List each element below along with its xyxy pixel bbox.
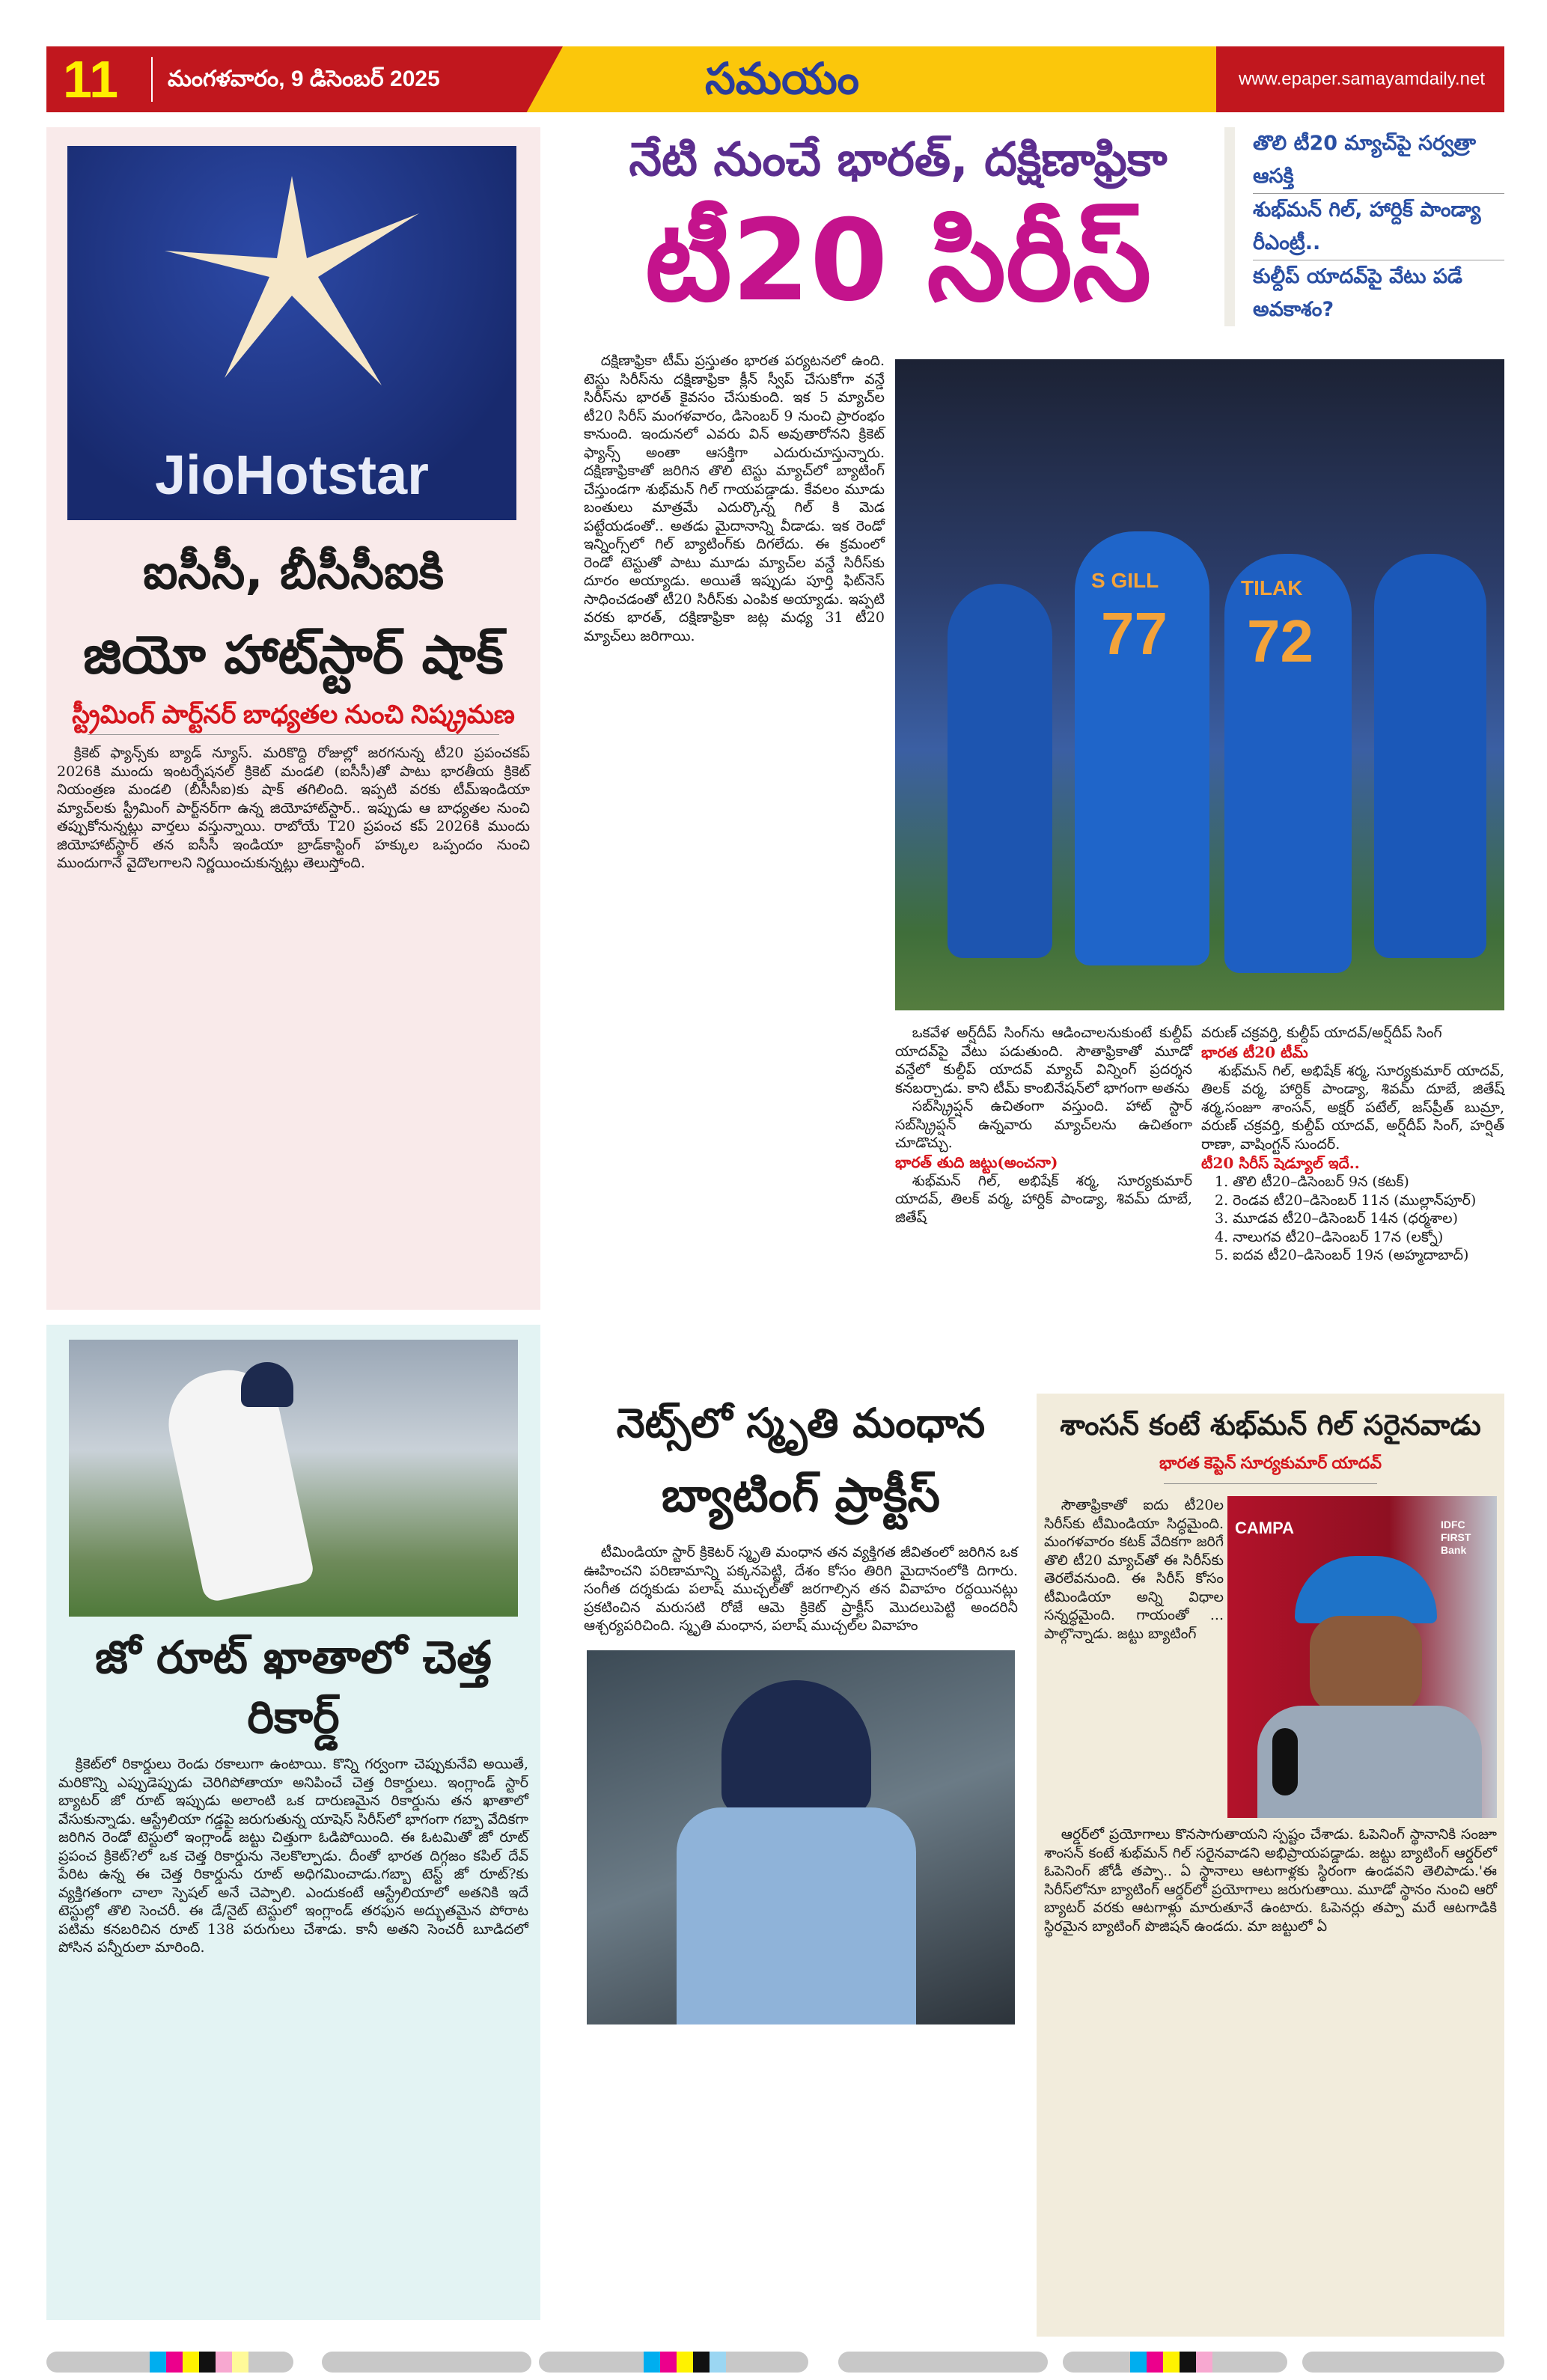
face	[1310, 1616, 1422, 1713]
probable-xi-list: శుభ్‌మన్ గిల్, అభిషేక్ శర్మ, సూర్యకుమార్ యాదవ్, తిలక్ వర్మ, హార్దిక్ పాండ్యా, శివమ్ దూబే, జితేష్	[895, 1172, 1192, 1226]
probable-xi-title: భారత్ తుది జట్టు(అంచనా)	[895, 1153, 1058, 1171]
story-body-narrow	[1044, 1496, 1224, 1643]
paragraph: క్రికెట్‌లో రికార్డులు రెండు రకాలుగా ఉంటాయి. కొన్ని గర్వంగా చెప్పుకునేవి అయితే, మరికొన్ని ఎప్పుడెప్పుడు చెరిగిపోతాయా అనిపించే చెత్త రికార్డులు. ఇంగ్లాండ్ స్టార్ బ్యాటర్ జో రూట్ ఇప్పుడు అలాంటి ఒక దారుణమైన రికార్డును తన ఖాతాలో వేసుకున్నాడు. ఆస్ట్రేలియా గడ్డపై జరుగుతున్న యాషెస్ సిరీస్‌లో భాగంగా గబ్బా వేదికగా జరిగిన రెండో టెస్టులో ఇంగ్లాండ్ జట్టు చిత్తుగా ఓడిపోయింది. ఈ ఓటమితో జో రూట్ ప్రపంచ క్రికెట్?లో ఒక చెత్త రికార్డును నెలకొల్పాడు. దీంతో భారత దిగ్గజం కపిల్ దేవ్ పేరిట ఉన్న ఈ చెత్త రికార్డును రూట్ అధిగమించాడు.గబ్బా టెస్ట్ జో రూట్?కు వ్యక్తిగతంగా చాలా స్పెషల్ అనే చెప్పాలి. ఎందుకంటే ఆస్ట్రేలియాలో అతనికి ఇదే టెస్టుల్లో తొలి సెంచరీ. ఈ డే/నైట్ టెస్టులో ఇంగ్లాండ్ తరఫున అద్భుతమైన పోరాట పటిమ కనబరిచిన రూట్ 138 పరుగులు చేశాడు. కానీ అతని సెంచరీ బూడిదలో పోసిన పన్నీరులా మారింది.	[58, 1756, 528, 1956]
mandhana-story-body	[584, 1543, 1018, 1635]
story-headline-line2: బ్యాటింగ్ ప్రాక్టీస్	[661, 1468, 941, 1522]
jersey-name: TILAK	[1241, 576, 1303, 599]
page-layout	[46, 0, 1504, 2337]
color-swatches	[150, 2352, 248, 2373]
microphone-icon	[1272, 1728, 1298, 1795]
page-number: 11	[63, 50, 118, 109]
paragraph: టీమిండియా స్టార్ క్రికెటర్ స్మృతి మంధాన తన వ్యక్తిగత జీవితంలో జరిగిన ఒక ఊహించని పరిణామాన్ని పక్కనపెట్టి, దేశం కోసం తిరిగి మైదానంలోకి దిగారు. సంగీత దర్శకుడు పలాష్ ముచ్చల్‌తో జరగాల్సిన తన వివాహం రద్దయినట్లు ప్రకటించిన మరుసటి రోజే ఆమె క్రికెట్ ప్రాక్టీస్ మొదలుపెట్టి అందరినీ ఆశ్చర్యపరిచింది. స్మృతి మంధాన, పలాష్ ముచ్చల్‌ల వివాహం	[584, 1544, 1018, 1634]
surya-story	[1037, 1394, 1504, 2337]
registration-bars	[46, 2352, 1504, 2373]
headline-sidebar	[1224, 127, 1504, 326]
story-body	[58, 1755, 528, 1957]
helmet	[721, 1680, 871, 1815]
paragraph: ఒకవేళ అర్ష్‌దీప్ సింగ్‌ను ఆడించాలనుకుంటే కుల్దీప్ యాదవ్‌పై వేటు పడుతుంది. సౌతాఫ్రికాతో మూడో వన్డేలో కుల్దీప్ యాదవ్ మ్యాచ్ విన్నింగ్ ప్రదర్శన కనబర్చాడు. కాని టీమ్ కాంబినేషన్‌లో భాగంగా అతను	[895, 1025, 1192, 1096]
paragraph: దక్షిణాఫ్రికా టీమ్ ప్రస్తుతం భారత పర్యటనలో ఉంది. టెస్టు సిరీస్‌ను దక్షిణాఫ్రికా క్లీన్ స్వీప్ చేసుకోగా వన్డే సిరీస్‌ను భారత్ కైవసం చేసుకుంది. ఇక 5 మ్యాచ్‌ల టీ20 సిరీస్ మంగళవారం, డిసెంబర్ 9 నుంచి ప్రారంభం కానుంది. ఇందునలో ఎవరు విన్ అవుతారోనని క్రికెట్ ఫ్యాన్స్ అంతా ఆసక్తిగా ఎదురుచూస్తున్నారు. దక్షిణాఫ్రికాతో జరిగిన తొలి టెస్టు మ్యాచ్‌లో బ్యాటింగ్ చేస్తుండగా శుభ్‌మన్ గిల్ గాయపడ్డాడు. కేవలం మూడు బంతులు మాత్రమే ఎదుర్కొన్న గిల్ కి మెడ పట్టేయడంతో.. అతడు మైదానాన్ని వీడాడు. ఇక రెండో ఇన్నింగ్స్‌లో గిల్ బ్యాటింగ్‌కు దిగలేదు. ఈ క్రమంలో రెండో టెస్టుతో పాటు మూడు మ్యాచ్‌ల వన్డే సిరీస్‌కు దూరం అయ్యాడు. అయితే ఇప్పుడు పూర్తి ఫిట్‌నెస్ సాధించడంతో టీ20 సిరీస్‌కు ఎంపిక అయ్యాడు. ఇప్పటి వరకు భారత్, దక్షిణాఫ్రికా జట్ల మధ్య 31 టీ20 మ్యాచ్‌లు జరిగాయి.	[584, 353, 885, 644]
star-icon	[157, 168, 427, 393]
jersey-name: S GILL	[1091, 569, 1159, 592]
epaper-url[interactable]: www.epaper.samayamdaily.net	[1238, 69, 1485, 89]
main-headline	[584, 127, 1212, 325]
bottom-row	[584, 1394, 1504, 2337]
main-headline-line2: టీ20 సిరీస్	[644, 196, 1152, 326]
paragraph: క్రికెట్ ఫ్యాన్స్‌కు బ్యాడ్ న్యూస్. మరికొద్ది రోజుల్లో జరగనున్న టీ20 ప్రపంచకప్ 2026కి ముందు ఇంటర్నేషనల్ క్రికెట్ మండలి (ఐసీసీ)తో పాటు భారతీయ క్రికెట్ నియంత్రణ మండలి (బీసీసీఐ)కు షాక్ తగిలింది. ఇప్పటి వరకు టీమ్‌ఇండియా మ్యాచ్‌లకు స్ట్రీమింగ్ పార్ట్‌నర్‌గా ఉన్న జియోహాట్‌స్టార్.. ఇప్పుడు ఆ బాధ్యతల నుంచి తప్పుకోనున్నట్లు వార్తలు వస్తున్నాయి. రాబోయే T20 ప్రపంచ కప్ 2026కి ముందు జియోహాట్‌స్టార్ తన ఐసీసీ ఇండియా బ్రాడ్‌కాస్టింగ్ హక్కుల ఒప్పందం నుంచి ముందుగానే వైదొలగాలని నిర్ణయించుకున్నట్లు తెలుస్తోంది.	[57, 745, 530, 871]
jersey-number: 77	[1101, 600, 1168, 667]
surya-top-row	[1044, 1496, 1497, 1818]
main-story-body	[584, 352, 885, 645]
story-subheadline: స్ట్రీమింగ్ పార్ట్‌నర్ బాధ్యతల నుంచి నిష్క్రమణ	[72, 701, 515, 729]
schedule-item: 5. ఐదవ టీ20–డిసెంబర్ 19న (అహ్మదాబాద్)	[1215, 1247, 1469, 1263]
joe-root-story	[46, 1325, 540, 2320]
jersey-number: 72	[1247, 608, 1313, 674]
player-figure	[1374, 554, 1486, 958]
joe-root-photo	[69, 1340, 518, 1617]
registration-bar	[1302, 2352, 1504, 2373]
main-story-body-col3	[1201, 1024, 1504, 1265]
suryakumar-yadav-photo	[1227, 1496, 1497, 1818]
jiohotstar-logo-image	[67, 146, 516, 520]
registration-bar	[322, 2352, 531, 2373]
left-column	[46, 127, 540, 2320]
registration-bar	[838, 2352, 1048, 2373]
mandhana-story	[584, 1394, 1018, 2024]
color-swatches	[644, 2352, 726, 2373]
schedule-item: 4. నాలుగవ టీ20–డిసెంబర్ 17న (లక్నో)	[1215, 1228, 1444, 1245]
masthead-logo: సమయం	[705, 55, 860, 103]
schedule-item: 3. మూడవ టీ20–డిసెంబర్ 14న (ధర్మశాల)	[1215, 1210, 1459, 1227]
story-body-wide	[1044, 1825, 1497, 1935]
issue-date: మంగళవారం, 9 డిసెంబర్ 2025	[168, 67, 440, 91]
main-story-body-col2	[895, 1024, 1192, 1227]
main-story-row	[584, 352, 1504, 1379]
player-figure	[1075, 531, 1209, 965]
paragraph: సౌతాఫ్రికాతో ఐదు టీ20ల సిరీస్‌కు టీమిండియా సిద్ధమైంది. మంగళవారం కటక్ వేదికగా జరిగే తొలి టీ20 మ్యాచ్‌తో ఈ సిరీస్‌కు తెరలేవనుంది. ఈ సిరీస్ కోసం టీమిండియా అన్ని విధాల సన్నద్ధమైంది. గాయంతో ... పాల్గొన్నాడు. జట్టు బ్యాటింగ్	[1044, 1497, 1224, 1642]
paragraph: ఆర్డర్‌లో ప్రయోగాలు కొనసాగుతాయని స్పష్టం చేశాడు. ఓపెనింగ్ స్థానానికి సంజూ శాంసన్ కంటే శుభ్‌మన్ గిల్ సరైనవాడని అభిప్రాయపడ్డాడు. జట్టు బ్యాటింగ్ ఆర్డర్‌లో ఓపెనింగ్ జోడీ తప్పా.. ఏ స్థానాలు ఆటగాళ్లకు స్థిరంగా ఉండవని తెలిపాడు.'ఈ సిరీస్‌లోనూ బ్యాటింగ్ ఆర్డర్‌లో ప్రయోగాలు జరుగుతాయి. మూడో స్థానం నుంచి ఆరో బ్యాటర్ వరకు ఆటగాళ్లు మారుతూనే ఉంటారు. ఓపెనర్లు తప్పా మరే ఆటగాడికి స్థిరమైన బ్యాటింగ్ పొజిషన్ ఉండదు. మా జట్టులో ఏ	[1044, 1826, 1497, 1935]
logo-wordmark: JioHotstar	[155, 444, 429, 506]
sponsor-text: CAMPA	[1235, 1519, 1295, 1537]
color-swatches	[1130, 2352, 1212, 2373]
sidebar-point: శుభ్‌మన్ గిల్, హార్దిక్ పాండ్యా రీఎంట్రీ..	[1253, 194, 1504, 260]
paragraph: సబ్‌స్క్రిప్షన్ ఉచితంగా వస్తుంది. హాట్ స్టార్ సబ్‌స్క్రిప్షన్ ఉన్నవారు మ్యాచ్‌లను ఉచితంగా చూడొచ్చు.	[895, 1098, 1192, 1151]
story-headline: శాంసన్ కంటే శుభ్‌మన్ గిల్ సరైనవాడు	[1060, 1408, 1481, 1441]
story-headline: జియో హాట్‌స్టార్ షాక్	[83, 624, 504, 686]
main-story-right	[895, 352, 1504, 1265]
divider	[1164, 1483, 1377, 1484]
sidebar-point: తొలి టీ20 మ్యాచ్‌పై సర్వత్రా ఆసక్తి	[1253, 127, 1504, 194]
paragraph: వరుణ్ చక్రవర్తి, కుల్దీప్ యాదవ్/అర్ష్‌దీప్ సింగ్	[1201, 1025, 1442, 1041]
cap	[1295, 1556, 1437, 1623]
helmet	[241, 1362, 293, 1407]
story-headline: జో రూట్ ఖాతాలో చెత్త రికార్డ్	[95, 1632, 492, 1744]
sidebar-point: కుల్దీప్ యాదవ్‌పై వేటు పడే అవకాశం?	[1253, 265, 1463, 321]
squad-title: భారత టీ20 టీమ్	[1201, 1043, 1308, 1061]
main-headline-line1: నేటి నుంచే భారత్, దక్షిణాఫ్రికా	[629, 132, 1168, 186]
main-story-lower-columns	[895, 1024, 1504, 1265]
team-india-celebration-photo	[895, 359, 1504, 1010]
main-headline-row	[584, 127, 1504, 352]
story-kicker: ఐసీసీ, బీసీసీఐకి	[142, 545, 445, 600]
schedule-title: టీ20 సిరీస్ షెడ్యూల్ ఇదే..	[1201, 1154, 1360, 1172]
schedule-item: 2. రెండవ టీ20–డిసెంబర్ 11న (ముల్లాన్‌పూర్)	[1215, 1191, 1477, 1209]
story-headline-line1: నెట్స్‌లో స్మృతి మంధాన	[616, 1400, 986, 1447]
divider	[88, 734, 499, 735]
story-subheadline: భారత కెప్టెన్ సూర్యకుమార్ యాదవ్	[1159, 1453, 1382, 1472]
player-figure	[677, 1807, 916, 2024]
right-column	[584, 127, 1504, 2337]
sponsor-text: IDFC FIRST Bank	[1441, 1519, 1471, 1556]
story-body	[57, 744, 530, 873]
smriti-mandhana-photo	[587, 1650, 1015, 2024]
player-figure	[948, 584, 1052, 958]
squad-list: శుభ్‌మన్ గిల్, అభిషేక్ శర్మ, సూర్యకుమార్ యాదవ్, తిలక్ వర్మ, హార్దిక్ పాండ్యా, శివమ్ దూబే, జితేష్ శర్మ,సంజూ శాంసన్, అక్షర్ పటేల్, జస్‌ప్రీత్ బుమ్రా, వరుణ్ చక్రవర్తి, కుల్దీప్ యాదవ్, అర్ష్‌దీప్ సింగ్, హర్షిత్ రాణా, వాషింగ్టన్ సుందర్.	[1201, 1062, 1504, 1153]
schedule-item: 1. తొలి టీ20–డిసెంబర్ 9న (కటక్)	[1215, 1174, 1409, 1190]
jio-story	[46, 127, 540, 1310]
